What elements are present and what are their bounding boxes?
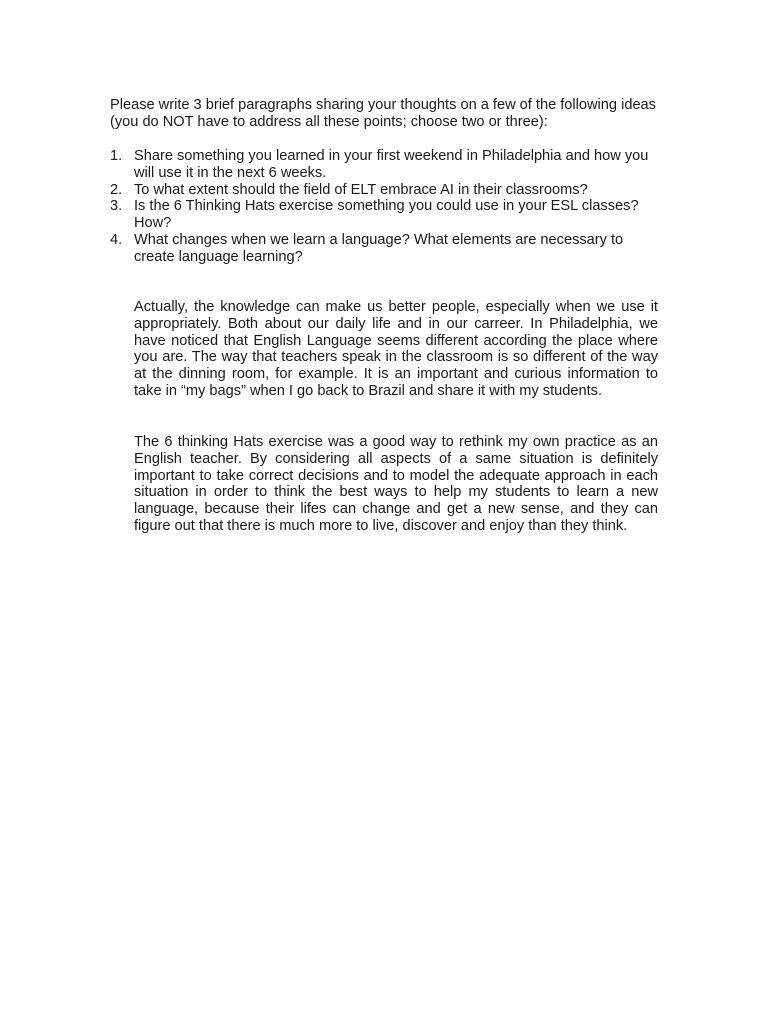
list-item (110, 182, 658, 199)
list-number: 2. (110, 181, 123, 198)
list-item-text: What changes when we learn a language? What elements are necessary to create language learning? (134, 231, 624, 265)
list-number: 4. (110, 231, 123, 248)
response-paragraph-2: The 6 thinking Hats exercise was a good way to rethink my own practice as an English teacher. By considering all aspects of a same situation is definitely important to take correct decisions and to model the adequate approach in each situation in order to think the best ways to help my students to learn a new language, because their lifes can change and get a new sense, and they can figure out that there is much more to live, discover and enjoy than they think. (134, 434, 658, 534)
list-item (110, 148, 658, 182)
list-item-text: Is the 6 Thinking Hats exercise something you could use in your ESL classes? How? (134, 198, 639, 232)
list-item-text: Share something you learned in your first weekend in Philadelphia and how you will use it in the next 6 weeks. (134, 148, 649, 181)
prompt-list (110, 148, 658, 266)
response-paragraph-1: Actually, the knowledge can make us better people, especially when we use it appropriately. Both about our daily life and in our carreer. In Philadelphia, we have noticed that English Language seems different according the place where you are. The way that teachers speak in the classroom is so different of the way at the dinning room, for example. It is an important and curious information to take in “my bags” when I go back to Brazil and share it with my students. (134, 299, 658, 399)
list-number: 3. (110, 198, 123, 215)
list-item (110, 232, 658, 266)
list-item (110, 198, 658, 232)
assignment-instructions: Please write 3 brief paragraphs sharing your thoughts on a few of the following ideas (you do NOT have to address all these points; choose two or three): (110, 97, 656, 130)
list-number: 1. (110, 148, 123, 164)
list-item-text: To what extent should the field of ELT embrace AI in their classrooms? (134, 181, 588, 198)
